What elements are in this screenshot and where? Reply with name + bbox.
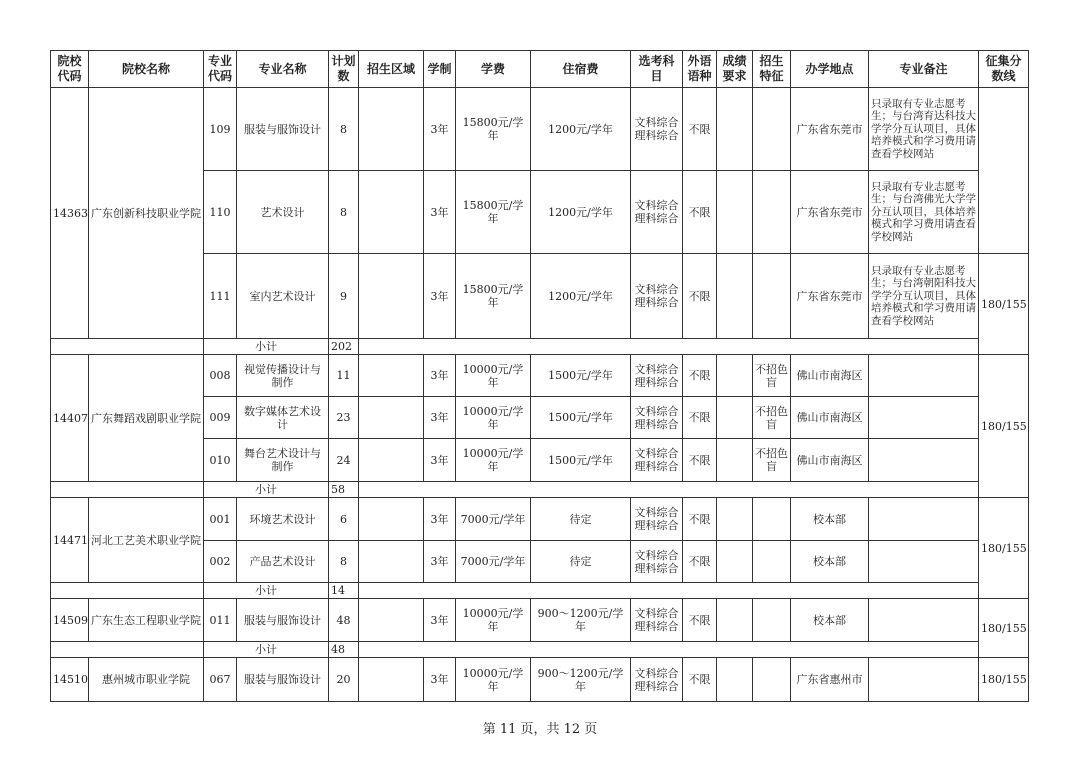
column-header: 办学地点 [791,51,869,88]
subtotal-row [51,482,1029,498]
subtotal-label: 小计 [204,339,329,355]
school-code: 14407 [51,355,89,482]
subtotal-row [51,339,1029,355]
cutoff-score: 180/155 [979,498,1029,599]
campus-location: 佛山市南海区 [791,439,869,482]
table-row [51,355,1029,397]
enrollment-feature [753,541,791,583]
plan-count: 9 [329,254,359,339]
major-code: 011 [204,599,237,642]
column-header: 专业代码 [204,51,237,88]
subtotal-row [51,583,1029,599]
dorm-fee: 1500元/学年 [531,439,631,482]
score-requirement [717,397,753,439]
score-requirement [717,541,753,583]
duration: 3年 [424,355,456,397]
column-header: 院校代码 [51,51,89,88]
subtotal-label: 小计 [204,583,329,599]
enrollment-region [359,658,424,702]
column-header: 选考科目 [631,51,683,88]
duration: 3年 [424,88,456,171]
language: 不限 [683,397,717,439]
column-header: 专业备注 [869,51,979,88]
plan-count: 48 [329,599,359,642]
column-header: 学费 [456,51,531,88]
enrollment-feature: 不招色盲 [753,397,791,439]
header-row [51,51,1029,88]
table-row [51,599,1029,642]
page-number: 第 11 页，共 12 页 [482,722,598,737]
score-requirement [717,658,753,702]
subtotal-value: 14 [329,583,359,599]
elective-subjects: 文科综合理科综合 [631,541,683,583]
tuition: 10000元/学年 [456,355,531,397]
tuition: 15800元/学年 [456,254,531,339]
score-requirement [717,254,753,339]
elective-subjects: 文科综合理科综合 [631,171,683,254]
dorm-fee: 1500元/学年 [531,355,631,397]
language: 不限 [683,88,717,171]
enrollment-feature [753,599,791,642]
plan-count: 20 [329,658,359,702]
duration: 3年 [424,498,456,541]
campus-location: 广东省东莞市 [791,171,869,254]
enrollment-feature [753,171,791,254]
major-name: 环境艺术设计 [237,498,329,541]
school-code: 14471 [51,498,89,583]
major-note: 只录取有专业志愿考生；与台湾育达科技大学学分互认项目，具体培养模式和学习费用请查看学校网站 [869,88,979,171]
table-row [51,498,1029,541]
major-note: 只录取有专业志愿考生；与台湾佛光大学学分互认项目，具体培养模式和学习费用请查看学校网站 [869,171,979,254]
subtotal-row [51,642,1029,658]
score-requirement [717,439,753,482]
elective-subjects: 文科综合理科综合 [631,599,683,642]
school-name: 广东创新科技职业学院 [89,88,204,339]
score-requirement [717,498,753,541]
enrollment-region [359,599,424,642]
school-name: 河北工艺美术职业学院 [89,498,204,583]
plan-count: 8 [329,171,359,254]
major-code: 001 [204,498,237,541]
language: 不限 [683,355,717,397]
major-code: 009 [204,397,237,439]
score-requirement [717,171,753,254]
blank [51,583,204,599]
major-code: 010 [204,439,237,482]
cutoff-score: 180/155 [979,254,1029,355]
school-code: 14510 [51,658,89,702]
major-code: 002 [204,541,237,583]
enrollment-feature [753,498,791,541]
campus-location: 佛山市南海区 [791,397,869,439]
elective-subjects: 文科综合理科综合 [631,355,683,397]
plan-count: 6 [329,498,359,541]
major-code: 109 [204,88,237,171]
column-header: 外语语种 [683,51,717,88]
enrollment-feature: 不招色盲 [753,439,791,482]
dorm-fee: 1200元/学年 [531,254,631,339]
major-name: 服装与服饰设计 [237,658,329,702]
tuition: 10000元/学年 [456,397,531,439]
school-code: 14363 [51,88,89,339]
plan-count: 24 [329,439,359,482]
language: 不限 [683,498,717,541]
duration: 3年 [424,658,456,702]
dorm-fee: 待定 [531,498,631,541]
dorm-fee: 900～1200元/学年 [531,658,631,702]
column-header: 计划数 [329,51,359,88]
dorm-fee: 1500元/学年 [531,397,631,439]
tuition: 10000元/学年 [456,439,531,482]
major-name: 服装与服饰设计 [237,599,329,642]
major-code: 008 [204,355,237,397]
duration: 3年 [424,254,456,339]
enrollment-region [359,171,424,254]
elective-subjects: 文科综合理科综合 [631,658,683,702]
cutoff-score: 180/155 [979,355,1029,498]
blank [359,583,979,599]
school-name: 广东舞蹈戏剧职业学院 [89,355,204,482]
language: 不限 [683,541,717,583]
cutoff-score [979,88,1029,254]
major-note [869,355,979,397]
language: 不限 [683,599,717,642]
enrollment-region [359,541,424,583]
enrollment-feature [753,88,791,171]
column-header: 专业名称 [237,51,329,88]
campus-location: 广东省惠州市 [791,658,869,702]
major-note [869,599,979,642]
tuition: 7000元/学年 [456,498,531,541]
dorm-fee: 待定 [531,541,631,583]
table-row [51,88,1029,171]
enrollment-feature [753,254,791,339]
major-name: 服装与服饰设计 [237,88,329,171]
blank [359,482,979,498]
column-header: 征集分数线 [979,51,1029,88]
language: 不限 [683,439,717,482]
cutoff-score: 180/155 [979,599,1029,658]
blank [359,642,979,658]
campus-location: 校本部 [791,498,869,541]
tuition: 15800元/学年 [456,171,531,254]
duration: 3年 [424,541,456,583]
column-header: 招生区域 [359,51,424,88]
tuition: 15800元/学年 [456,88,531,171]
major-name: 产品艺术设计 [237,541,329,583]
tuition: 10000元/学年 [456,658,531,702]
blank [51,482,204,498]
enrollment-region [359,397,424,439]
duration: 3年 [424,397,456,439]
duration: 3年 [424,439,456,482]
school-name: 广东生态工程职业学院 [89,599,204,642]
tuition: 10000元/学年 [456,599,531,642]
campus-location: 佛山市南海区 [791,355,869,397]
score-requirement [717,355,753,397]
column-header: 学制 [424,51,456,88]
language: 不限 [683,171,717,254]
subtotal-value: 202 [329,339,359,355]
major-note [869,498,979,541]
enrollment-region [359,355,424,397]
score-requirement [717,599,753,642]
duration: 3年 [424,599,456,642]
cutoff-score: 180/155 [979,658,1029,702]
dorm-fee: 1200元/学年 [531,88,631,171]
score-requirement [717,88,753,171]
major-code: 110 [204,171,237,254]
enrollment-region [359,439,424,482]
tuition: 7000元/学年 [456,541,531,583]
campus-location: 校本部 [791,599,869,642]
column-header: 院校名称 [89,51,204,88]
subtotal-label: 小计 [204,482,329,498]
plan-count: 8 [329,541,359,583]
campus-location: 广东省东莞市 [791,88,869,171]
elective-subjects: 文科综合理科综合 [631,439,683,482]
major-name: 艺术设计 [237,171,329,254]
major-name: 数字媒体艺术设计 [237,397,329,439]
campus-location: 校本部 [791,541,869,583]
subtotal-value: 58 [329,482,359,498]
blank [51,339,204,355]
elective-subjects: 文科综合理科综合 [631,498,683,541]
major-note: 只录取有专业志愿考生；与台湾朝阳科技大学学分互认项目，具体培养模式和学习费用请查看学校网站 [869,254,979,339]
dorm-fee: 900～1200元/学年 [531,599,631,642]
enrollment-region [359,254,424,339]
blank [359,339,979,355]
blank [51,642,204,658]
plan-count: 8 [329,88,359,171]
subtotal-value: 48 [329,642,359,658]
elective-subjects: 文科综合理科综合 [631,254,683,339]
plan-count: 23 [329,397,359,439]
enrollment-region [359,88,424,171]
school-name: 惠州城市职业学院 [89,658,204,702]
enrollment-feature [753,658,791,702]
table-row [51,658,1029,702]
major-code: 111 [204,254,237,339]
major-name: 视觉传播设计与制作 [237,355,329,397]
dorm-fee: 1200元/学年 [531,171,631,254]
major-note [869,541,979,583]
major-code: 067 [204,658,237,702]
column-header: 招生特征 [753,51,791,88]
plan-count: 11 [329,355,359,397]
campus-location: 广东省东莞市 [791,254,869,339]
language: 不限 [683,254,717,339]
language: 不限 [683,658,717,702]
major-note [869,658,979,702]
admission-plan-table [50,50,1029,702]
school-code: 14509 [51,599,89,642]
enrollment-region [359,498,424,541]
major-name: 舞台艺术设计与制作 [237,439,329,482]
elective-subjects: 文科综合理科综合 [631,397,683,439]
subtotal-label: 小计 [204,642,329,658]
column-header: 住宿费 [531,51,631,88]
elective-subjects: 文科综合理科综合 [631,88,683,171]
major-name: 室内艺术设计 [237,254,329,339]
major-note [869,439,979,482]
major-note [869,397,979,439]
duration: 3年 [424,171,456,254]
enrollment-feature: 不招色盲 [753,355,791,397]
column-header: 成绩要求 [717,51,753,88]
